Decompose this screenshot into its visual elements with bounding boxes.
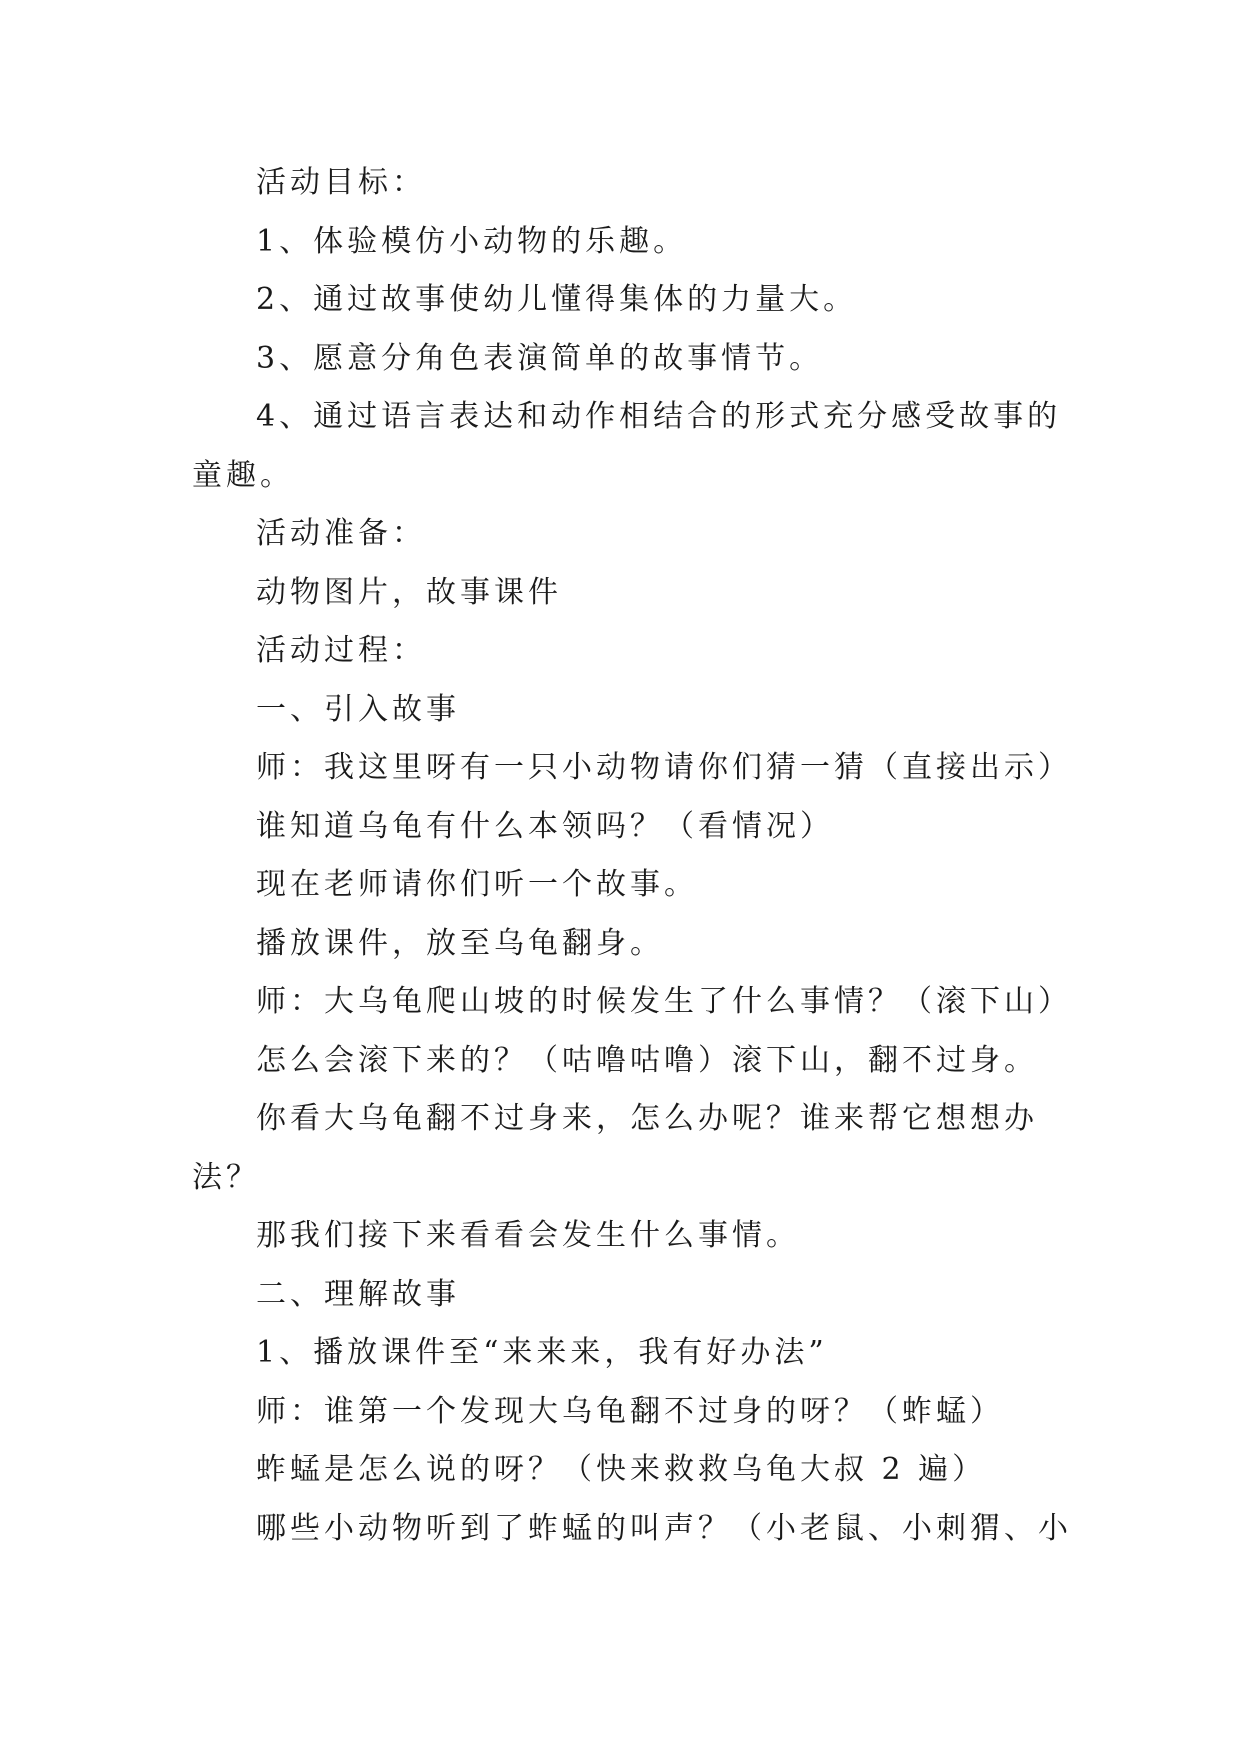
- heading-activity-goals: 活动目标：: [256, 165, 426, 200]
- process-paragraph: 怎么会滚下来的？（咕噜咕噜）滚下山，翻不过身。: [256, 1042, 1038, 1078]
- heading-activity-process: 活动过程：: [256, 633, 426, 668]
- process-paragraph: 蚱蜢是怎么说的呀？（快来救救乌龟大叔 2 遍）: [256, 1452, 987, 1487]
- process-paragraph: 师：我这里呀有一只小动物请你们猜一猜（直接出示）: [256, 750, 1072, 785]
- process-paragraph: 播放课件，放至乌龟翻身。: [256, 925, 664, 961]
- process-paragraph: 师：谁第一个发现大乌龟翻不过身的呀？（蚱蜢）: [256, 1393, 1004, 1429]
- document-body: [192, 154, 1072, 1558]
- process-paragraph: 哪些小动物听到了蚱蜢的叫声？（小老鼠、小刺猬、小: [256, 1510, 1072, 1546]
- goal-item-4: 4、通过语言表达和动作相结合的形式充分感受故事的童趣。: [192, 399, 1062, 493]
- process-paragraph: 你看大乌龟翻不过身来，怎么办呢？谁来帮它想想办法？: [192, 1101, 1038, 1195]
- section-heading-understand-story: 二、理解故事: [256, 1276, 460, 1312]
- goal-item-3: 3、愿意分角色表演简单的故事情节。: [256, 340, 824, 376]
- goal-item-1: 1、体验模仿小动物的乐趣。: [256, 223, 688, 259]
- process-paragraph: 谁知道乌龟有什么本领吗？（看情况）: [256, 808, 834, 844]
- process-paragraph: 那我们接下来看看会发生什么事情。: [256, 1218, 800, 1253]
- process-paragraph: 现在老师请你们听一个故事。: [256, 867, 698, 902]
- goal-item-2: 2、通过故事使幼儿懂得集体的力量大。: [256, 282, 858, 317]
- section-heading-introduce-story: 一、引入故事: [256, 691, 460, 727]
- heading-activity-preparation: 活动准备：: [256, 516, 426, 551]
- process-paragraph: 1、播放课件至“来来来，我有好办法”: [256, 1335, 828, 1370]
- process-paragraph: 师：大乌龟爬山坡的时候发生了什么事情？（滚下山）: [256, 984, 1072, 1019]
- preparation-text: 动物图片，故事课件: [256, 574, 562, 610]
